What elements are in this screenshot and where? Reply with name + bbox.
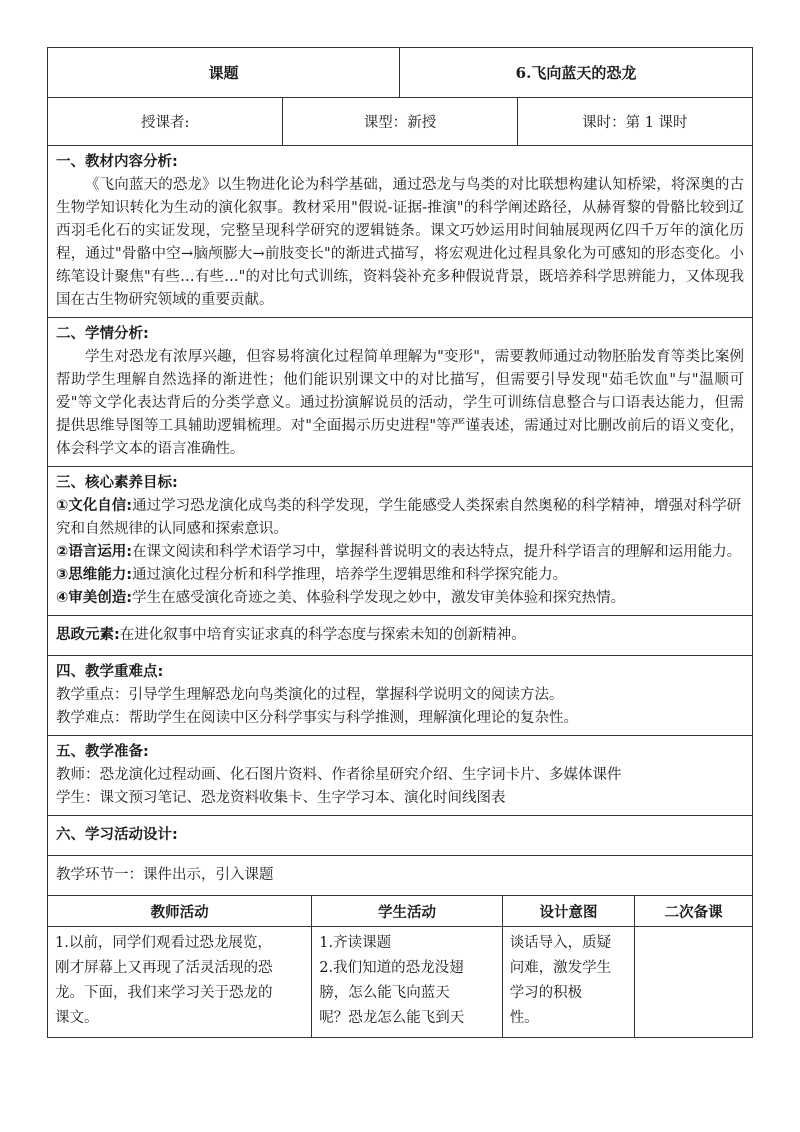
student-activity-line: 呢？恐龙怎么能飞到天 — [319, 1010, 465, 1026]
activities-heading: 六、学习活动设计: — [56, 827, 178, 843]
activity-table-header — [48, 896, 752, 927]
teaching-focus: 教学重点：引导学生理解恐龙向鸟类演化的过程，掌握科学说明文的阅读方法。 — [56, 687, 564, 703]
teaching-step: 教学环节一：课件出示，引入课题 — [56, 867, 274, 883]
title-row — [48, 48, 752, 98]
student-preparation: 学生：课文预习笔记、恐龙资料收集卡、生字学习本、演化时间线图表 — [56, 790, 506, 806]
teacher-field: 授课者: — [48, 98, 283, 145]
key-points-section — [48, 656, 752, 736]
preparation-heading: 五、教学准备: — [56, 744, 149, 760]
lesson-title: 6.飞向蓝天的恐龙 — [515, 64, 637, 82]
teaching-difficulty: 教学难点：帮助学生在阅读中区分科学事实与科学推测，理解演化理论的复杂性。 — [56, 710, 578, 726]
ideology-text: 在进化叙事中培育实证求真的科学态度与探索未知的创新精神。 — [119, 627, 526, 643]
goal-item — [56, 564, 744, 587]
student-analysis-heading: 二、学情分析: — [56, 326, 149, 342]
goal-label: ①文化自信: — [56, 498, 133, 514]
lesson-plan-table — [47, 47, 753, 1038]
goal-item — [56, 495, 744, 541]
content-analysis-heading: 一、教材内容分析: — [56, 154, 178, 170]
info-row — [48, 98, 752, 146]
goal-text: 通过演化过程分析和科学推理，培养学生逻辑思维和科学探究能力。 — [132, 567, 568, 583]
student-analysis-section — [48, 318, 752, 467]
activity-table-row — [48, 927, 752, 1037]
teacher-activity-line: 1.以前，同学们观看过恐龙展览， — [55, 935, 272, 951]
goal-item — [56, 587, 744, 610]
design-intent-cell — [503, 927, 636, 1037]
student-activity-line: 1.齐读课题 — [319, 935, 392, 951]
core-goals-section — [48, 467, 752, 616]
second-prep-cell — [635, 927, 752, 1037]
col-second-prep: 二次备课 — [664, 904, 723, 921]
teacher-activity-line: 课文。 — [55, 1010, 99, 1026]
teaching-step-row — [48, 856, 752, 896]
ideology-section — [48, 616, 752, 656]
goal-label: ③思维能力: — [56, 567, 133, 583]
col-student-activity: 学生活动 — [312, 896, 502, 926]
preparation-section — [48, 736, 752, 816]
content-analysis-section — [48, 146, 752, 318]
teacher-activity-cell — [48, 927, 312, 1037]
goal-text: 在课文阅读和科学术语学习中，掌握科普说明文的表达特点，提升科学语言的理解和运用能力。 — [132, 544, 742, 560]
col-teacher-activity: 教师活动 — [48, 896, 312, 926]
lesson-period: 课时：第 1 课时 — [582, 115, 688, 131]
design-intent-line: 谈话导入，质疑 — [509, 935, 612, 951]
student-analysis-text: 学生对恐龙有浓厚兴趣，但容易将演化过程简单理解为"变形"，需要教师通过动物胚胎发育等类比案例帮助学生理解自然选择的渐进性；他们能识别课文中的对比描写，但需要引导发现"茹毛饮血"与"温顺可爱"等文学化表达背后的分类学意义。通过扮演解说员的活动，学生可训练信息整合与口语表达能力，但需提供思维导图等工具辅助逻辑梳理。对"全面揭示历史进程"等严谨表述，需通过对比删改前后的语义变化，体会科学文本的语言准确性。 — [56, 349, 744, 457]
teacher-activity-line: 刚才屏幕上又再现了活灵活现的恐 — [55, 960, 273, 976]
goal-item — [56, 541, 744, 564]
core-goals-heading: 三、核心素养目标: — [56, 475, 178, 491]
goal-label: ②语言运用: — [56, 544, 133, 560]
student-activity-line: 膀，怎么能飞向蓝天 — [319, 985, 450, 1001]
design-intent-line: 问难，激发学生 — [509, 960, 612, 976]
teacher-activity-line: 龙。下面，我们来学习关于恐龙的 — [55, 985, 273, 1001]
design-intent-line: 性。 — [509, 1010, 539, 1026]
design-intent-line: 学习的积极 — [509, 985, 583, 1001]
lesson-type: 课型：新授 — [283, 98, 517, 145]
activities-section — [48, 816, 752, 856]
goal-text: 通过学习恐龙演化成鸟类的科学发现，学生能感受人类探索自然奥秘的科学精神，增强对科学研究和自然规律的认同感和探索意识。 — [56, 498, 742, 537]
student-activity-cell — [312, 927, 502, 1037]
ideology-label: 思政元素: — [56, 627, 120, 643]
content-analysis-text: 《飞向蓝天的恐龙》以生物进化论为科学基础，通过恐龙与鸟类的对比联想构建认知桥梁，将深奥的古生物学知识转化为生动的演化叙事。教材采用"假说-证据-推演"的科学阐述路径，从赫胥黎的骨骼比较到辽西羽毛化石的实证发现，完整呈现科学研究的逻辑链条。课文巧妙运用时间轴展现两亿四千万年的演化历程，通过"骨骼中空→脑颅膨大→前肢变长"的渐进式描写，将宏观进化过程具象化为可感知的形态变化。小练笔设计聚焦"有些…有些…"的对比句式训练，资料袋补充多种假说背景，既培养科学思辨能力，又体现我国在古生物研究领域的重要贡献。 — [56, 177, 744, 308]
col-design-intent: 设计意图 — [503, 896, 636, 926]
topic-label: 课题 — [48, 48, 400, 97]
key-points-heading: 四、教学重难点: — [56, 664, 164, 680]
teacher-preparation: 教师：恐龙演化过程动画、化石图片资料、作者徐星研究介绍、生字词卡片、多媒体课件 — [56, 767, 622, 783]
goal-label: ④审美创造: — [56, 590, 133, 606]
student-activity-line: 2.我们知道的恐龙没翅 — [319, 960, 464, 976]
goal-text: 学生在感受演化奇迹之美、体验科学发现之妙中，激发审美体验和探究热情。 — [132, 590, 626, 606]
